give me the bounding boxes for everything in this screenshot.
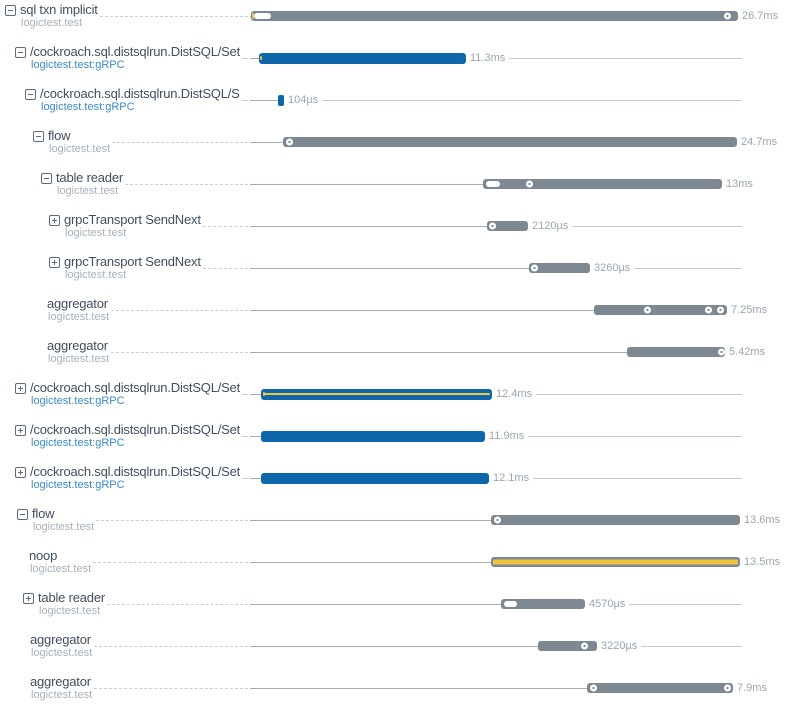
indent-spacer	[0, 549, 29, 550]
event-marker-dot	[494, 517, 501, 524]
span-row	[0, 588, 786, 630]
event-marker-dot	[644, 307, 651, 314]
event-marker-dot	[724, 685, 731, 692]
span-title[interactable]: /cockroach.sql.distsqlrun.DistSQL/Set	[30, 45, 241, 59]
span-row	[0, 84, 786, 126]
connector-line	[250, 646, 538, 647]
span-bar[interactable]	[594, 305, 727, 315]
event-marker-dot	[718, 349, 725, 356]
expand-icon[interactable]	[15, 383, 26, 394]
trailing-line	[641, 646, 742, 647]
trailing-line	[509, 58, 742, 59]
span-label-block	[0, 381, 250, 417]
trailing-line	[536, 394, 742, 395]
span-duration: 7.25ms	[731, 304, 768, 316]
event-marker-tick	[260, 56, 262, 60]
span-label-block	[0, 87, 250, 123]
indent-spacer	[0, 87, 25, 88]
span-bar[interactable]	[483, 179, 722, 189]
span-bar[interactable]	[501, 599, 585, 609]
span-duration: 13.6ms	[744, 514, 781, 526]
connector-line	[250, 520, 491, 521]
span-subtitle: logictest.test	[57, 185, 119, 197]
connector-line	[250, 184, 483, 185]
span-label-column	[47, 297, 109, 323]
span-row	[0, 126, 786, 168]
indent-spacer	[0, 591, 23, 592]
span-subtitle: logictest.test	[65, 269, 127, 281]
leader-line	[107, 591, 248, 605]
span-row	[0, 294, 786, 336]
collapse-icon[interactable]	[25, 89, 36, 100]
highlight-stripe	[493, 560, 738, 565]
span-bar[interactable]	[587, 683, 733, 693]
span-subtitle: logictest.test:gRPC	[31, 395, 125, 407]
indent-spacer	[0, 297, 47, 298]
span-bar[interactable]	[487, 221, 528, 231]
span-row	[0, 672, 786, 714]
span-subtitle: logictest.test:gRPC	[41, 101, 135, 113]
highlight-stripe	[263, 393, 490, 395]
span-timeline	[250, 304, 786, 316]
span-label-column	[32, 507, 94, 533]
span-duration: 2120µs	[532, 220, 569, 232]
expand-icon[interactable]	[49, 215, 60, 226]
leader-line	[242, 87, 248, 101]
leader-line	[100, 3, 248, 17]
span-subtitle: logictest.test	[39, 605, 101, 617]
span-label-column	[38, 591, 105, 617]
span-timeline	[250, 220, 786, 232]
event-marker-dot	[590, 685, 597, 692]
event-marker-dot	[724, 13, 731, 20]
connector-line	[250, 142, 283, 143]
leader-line	[203, 255, 248, 269]
span-label-block	[0, 549, 250, 585]
indent-spacer	[0, 675, 30, 676]
span-label-column	[40, 87, 240, 113]
span-timeline	[250, 472, 786, 484]
trailing-line	[634, 268, 742, 269]
leader-line	[112, 129, 248, 143]
indent-spacer	[0, 129, 33, 130]
span-row	[0, 0, 786, 42]
span-title[interactable]: /cockroach.sql.distsqlrun.DistSQL/Set	[30, 465, 241, 479]
span-title[interactable]: table reader	[56, 171, 123, 185]
span-duration: 11.9ms	[489, 430, 525, 442]
trailing-line	[322, 100, 742, 101]
span-title[interactable]: aggregator	[47, 297, 108, 311]
span-row	[0, 336, 786, 378]
event-marker-pill	[254, 13, 271, 19]
span-timeline	[250, 94, 786, 106]
span-row	[0, 210, 786, 252]
span-label-block	[0, 297, 250, 333]
span-label-block	[0, 423, 250, 459]
indent-spacer	[0, 255, 49, 256]
span-title[interactable]: flow	[32, 507, 55, 521]
connector-line	[250, 352, 627, 353]
span-label-block	[0, 129, 250, 165]
expand-icon[interactable]	[15, 467, 26, 478]
leader-line	[96, 507, 248, 521]
leader-line	[111, 297, 248, 311]
span-row	[0, 546, 786, 588]
span-bar[interactable]	[529, 263, 590, 273]
trailing-line	[528, 436, 742, 437]
span-timeline	[250, 178, 786, 190]
span-duration: 13ms	[726, 178, 753, 190]
event-marker-dot	[531, 265, 538, 272]
span-subtitle: logictest.test	[33, 521, 95, 533]
connector-line	[250, 478, 261, 479]
span-label-block	[0, 339, 250, 375]
indent-spacer	[0, 45, 15, 46]
leader-line	[94, 675, 248, 689]
span-timeline	[250, 10, 786, 22]
span-row	[0, 420, 786, 462]
connector-line	[250, 226, 487, 227]
connector-line	[250, 604, 501, 605]
span-label-column	[48, 129, 110, 155]
span-timeline	[250, 514, 786, 526]
span-label-column	[30, 465, 240, 491]
event-marker-dot	[705, 307, 712, 314]
span-label-block	[0, 255, 250, 291]
span-label-column	[20, 3, 98, 29]
span-title[interactable]: /cockroach.sql.distsqlrun.DistSQL/S	[40, 87, 240, 101]
connector-line	[250, 268, 529, 269]
span-row	[0, 42, 786, 84]
span-bar[interactable]	[491, 515, 740, 525]
span-label-block	[0, 213, 250, 249]
connector-line	[250, 394, 261, 395]
event-marker-dot	[286, 139, 293, 146]
connector-line	[250, 436, 261, 437]
span-subtitle: logictest.test	[31, 647, 93, 659]
indent-spacer	[0, 339, 47, 340]
span-label-column	[30, 45, 240, 71]
connector-line	[250, 562, 491, 563]
collapse-icon[interactable]	[41, 173, 52, 184]
span-bar[interactable]	[261, 473, 489, 484]
span-bar[interactable]	[538, 641, 597, 651]
span-subtitle: logictest.test	[21, 17, 83, 29]
span-duration: 4570µs	[589, 598, 626, 610]
expand-icon[interactable]	[23, 593, 34, 604]
connector-line	[250, 310, 594, 311]
leader-line	[203, 213, 248, 227]
span-timeline	[250, 52, 786, 64]
span-label-block	[0, 633, 250, 669]
indent-spacer	[0, 213, 49, 214]
connector-line	[250, 100, 278, 101]
span-timeline	[250, 640, 786, 652]
event-marker-pill	[486, 181, 500, 187]
indent-spacer	[0, 381, 15, 382]
event-marker-dot	[526, 181, 533, 188]
leader-line	[242, 45, 248, 59]
span-label-column	[30, 381, 240, 407]
span-bar[interactable]	[278, 95, 284, 106]
span-bar[interactable]	[261, 389, 492, 400]
span-bar[interactable]	[491, 557, 740, 567]
span-title[interactable]: table reader	[38, 591, 105, 605]
span-duration: 3260µs	[594, 262, 631, 274]
span-timeline	[250, 136, 786, 148]
span-label-block	[0, 3, 250, 39]
expand-icon[interactable]	[15, 425, 26, 436]
trailing-line	[572, 226, 742, 227]
span-row	[0, 168, 786, 210]
connector-line	[250, 688, 587, 689]
span-duration: 12.1ms	[493, 472, 530, 484]
span-duration: 26.7ms	[742, 10, 779, 22]
indent-spacer	[0, 507, 17, 508]
event-marker-dot	[717, 307, 724, 314]
span-title[interactable]: grpcTransport SendNext	[64, 213, 201, 227]
leader-line	[242, 381, 248, 395]
span-row	[0, 378, 786, 420]
span-duration: 13.5ms	[744, 556, 781, 568]
connector-line	[250, 58, 259, 59]
span-bar[interactable]	[251, 11, 738, 21]
collapse-icon[interactable]	[17, 509, 28, 520]
leader-line	[242, 465, 248, 479]
span-title[interactable]: sql txn implicit	[20, 3, 98, 17]
span-subtitle: logictest.test:gRPC	[31, 59, 125, 71]
span-timeline	[250, 430, 786, 442]
span-bar[interactable]	[283, 137, 737, 147]
span-label-block	[0, 507, 250, 543]
span-subtitle: logictest.test	[48, 353, 110, 365]
span-title[interactable]: aggregator	[30, 633, 91, 647]
span-label-column	[56, 171, 123, 197]
span-label-column	[30, 675, 92, 701]
span-label-column	[64, 255, 201, 281]
span-label-block	[0, 45, 250, 81]
span-label-block	[0, 465, 250, 501]
span-label-block	[0, 171, 250, 207]
span-label-block	[0, 591, 250, 627]
event-marker-dot	[581, 643, 588, 650]
span-bar[interactable]	[627, 347, 725, 357]
indent-spacer	[0, 3, 5, 4]
span-label-block	[0, 675, 250, 711]
leader-line	[125, 171, 248, 185]
span-row	[0, 504, 786, 546]
span-duration: 11.3ms	[470, 52, 506, 64]
span-subtitle: logictest.test	[31, 689, 93, 701]
span-duration: 5.42ms	[729, 346, 766, 358]
span-timeline	[250, 682, 786, 694]
span-timeline	[250, 346, 786, 358]
span-label-column	[47, 339, 109, 365]
span-row	[0, 252, 786, 294]
leader-line	[242, 423, 248, 437]
span-row	[0, 462, 786, 504]
span-duration: 3220µs	[601, 640, 638, 652]
span-row	[0, 630, 786, 672]
collapse-icon[interactable]	[5, 5, 16, 16]
span-label-column	[30, 423, 240, 449]
span-title[interactable]: noop	[29, 549, 58, 563]
indent-spacer	[0, 633, 30, 634]
span-subtitle: logictest.test	[65, 227, 127, 239]
indent-spacer	[0, 465, 15, 466]
event-marker-dot	[489, 223, 496, 230]
indent-spacer	[0, 423, 15, 424]
span-bar[interactable]	[261, 431, 485, 442]
span-duration: 12.4ms	[496, 388, 533, 400]
span-title[interactable]: aggregator	[30, 675, 91, 689]
span-bar[interactable]	[259, 53, 466, 64]
expand-icon[interactable]	[49, 257, 60, 268]
leader-line	[93, 549, 248, 563]
event-marker-pill	[504, 601, 517, 607]
span-timeline	[250, 262, 786, 274]
span-title[interactable]: flow	[48, 129, 71, 143]
trailing-line	[533, 478, 742, 479]
span-timeline	[250, 388, 786, 400]
collapse-icon[interactable]	[33, 131, 44, 142]
span-title[interactable]: grpcTransport SendNext	[64, 255, 201, 269]
indent-spacer	[0, 171, 41, 172]
span-duration: 24.7ms	[741, 136, 778, 148]
span-subtitle: logictest.test:gRPC	[31, 479, 125, 491]
span-title[interactable]: /cockroach.sql.distsqlrun.DistSQL/Set	[30, 423, 241, 437]
span-label-column	[30, 633, 92, 659]
span-subtitle: logictest.test	[49, 143, 111, 155]
span-label-column	[64, 213, 201, 239]
collapse-icon[interactable]	[15, 47, 26, 58]
span-duration: 104µs	[288, 94, 319, 106]
span-subtitle: logictest.test	[48, 311, 110, 323]
trailing-line	[629, 604, 742, 605]
leader-line	[94, 633, 248, 647]
span-timeline	[250, 556, 786, 568]
span-title[interactable]: aggregator	[47, 339, 108, 353]
span-timeline	[250, 598, 786, 610]
span-title[interactable]: /cockroach.sql.distsqlrun.DistSQL/Set	[30, 381, 241, 395]
span-subtitle: logictest.test:gRPC	[31, 437, 125, 449]
span-subtitle: logictest.test	[30, 563, 92, 575]
span-label-column	[29, 549, 91, 575]
leader-line	[111, 339, 248, 353]
span-duration: 7.9ms	[737, 682, 767, 694]
